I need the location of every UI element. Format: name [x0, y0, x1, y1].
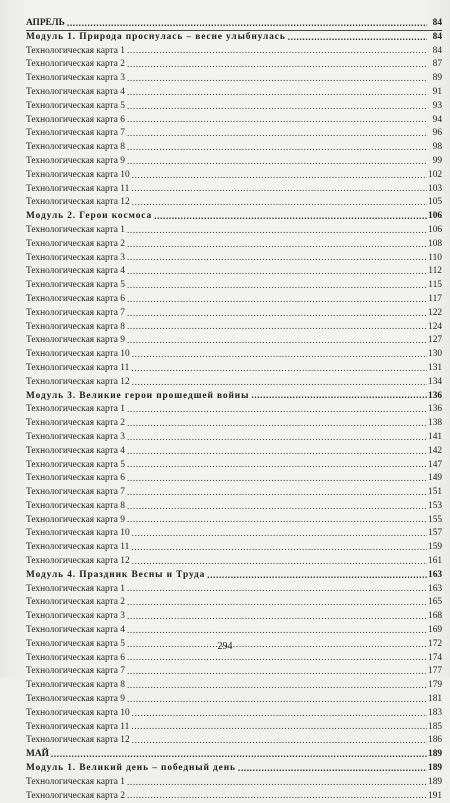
toc-entry-page: 191 — [428, 790, 443, 801]
dot-leader — [67, 18, 427, 31]
toc-entry — [26, 100, 442, 114]
toc-entry — [26, 721, 442, 735]
dot-leader — [127, 101, 427, 114]
toc-entry-title: Модуль 3. Великие герои прошедшей войны — [26, 390, 250, 401]
dot-leader — [132, 349, 427, 362]
toc-entry-title: Технологическая карта 8 — [26, 680, 125, 691]
dot-leader — [127, 156, 427, 169]
toc-entry-title: Технологическая карта 7 — [26, 487, 125, 498]
toc-entry — [26, 45, 442, 59]
toc-entry — [26, 293, 442, 307]
toc-entry — [26, 58, 442, 72]
toc-entry-title: Модуль 4. Праздник Весны и Труда — [26, 569, 206, 580]
toc-entry-page: 174 — [428, 652, 443, 663]
toc-entry-page: 183 — [428, 707, 443, 718]
dot-leader — [288, 32, 427, 45]
toc-entry-title: Технологическая карта 9 — [26, 514, 125, 525]
dot-leader — [127, 625, 427, 638]
toc-entry-title: Технологическая карта 11 — [26, 721, 130, 732]
toc-entry — [26, 321, 442, 335]
dot-leader — [127, 252, 427, 265]
toc-entry-title: Технологическая карта 1 — [26, 776, 125, 787]
dot-leader — [132, 708, 427, 721]
toc-entry — [26, 500, 442, 514]
toc-entry-page: 106 — [428, 224, 443, 235]
toc-entry-title: Технологическая карта 9 — [26, 155, 125, 166]
toc-entry-title: Технологическая карта 12 — [26, 556, 130, 567]
toc-entry-page: 98 — [432, 142, 442, 153]
toc-entry-title: Технологическая карта 2 — [26, 597, 125, 608]
dot-leader — [127, 666, 427, 679]
dot-leader — [127, 142, 427, 155]
toc-entry — [26, 596, 442, 610]
toc-entry-title: Технологическая карта 2 — [26, 238, 125, 249]
dot-leader — [127, 239, 427, 252]
toc-entry — [26, 334, 442, 348]
toc-entry-page: 84 — [432, 31, 442, 42]
toc-entry-title: Технологическая карта 5 — [26, 638, 125, 649]
toc-entry-page: 153 — [428, 500, 443, 511]
toc-entry-page: 91 — [432, 86, 442, 97]
toc-entry-title: Технологическая карта 6 — [26, 473, 125, 484]
dot-leader — [127, 583, 427, 596]
toc-entry-title: Технологическая карта 1 — [26, 404, 125, 415]
toc-module-heading — [26, 210, 442, 224]
dot-leader — [127, 335, 427, 348]
dot-leader — [131, 721, 427, 734]
toc-entry-page: 177 — [428, 666, 443, 677]
toc-entry — [26, 169, 442, 183]
toc-entry-title: Технологическая карта 5 — [26, 100, 125, 111]
toc-entry-page: 122 — [428, 307, 443, 318]
dot-leader — [127, 114, 427, 127]
toc-entry-title: Технологическая карта 11 — [26, 183, 130, 194]
toc-module-heading — [26, 31, 442, 45]
dot-leader — [132, 556, 427, 569]
toc-entry — [26, 72, 442, 86]
dot-leader — [132, 170, 427, 183]
toc-entry-title: Технологическая карта 12 — [26, 197, 130, 208]
toc-entry — [26, 417, 442, 431]
toc-entry-title: Технологическая карта 1 — [26, 583, 125, 594]
dot-leader — [127, 446, 427, 459]
dot-leader — [127, 87, 427, 100]
toc-entry-title: Технологическая карта 2 — [26, 418, 125, 429]
toc-entry — [26, 776, 442, 790]
toc-entry — [26, 790, 442, 803]
toc-entry — [26, 376, 442, 390]
toc-entry-title: Модуль 1. Природа проснулась – весне улыбнулась — [26, 31, 286, 42]
toc-entry-page: 84 — [432, 18, 442, 28]
toc-entry-page: 103 — [428, 183, 443, 194]
toc-entry — [26, 431, 442, 445]
toc-entry-title: Технологическая карта 5 — [26, 459, 125, 470]
toc-entry-title: АПРЕЛЬ — [26, 18, 65, 28]
toc-entry-title: Технологическая карта 4 — [26, 625, 125, 636]
toc-entry-page: 117 — [428, 293, 442, 304]
toc-entry-title: Технологическая карта 6 — [26, 114, 125, 125]
toc-entry — [26, 472, 442, 486]
toc-entry — [26, 86, 442, 100]
toc-entry-page: 147 — [428, 459, 443, 470]
toc-entry-page: 163 — [428, 583, 443, 594]
toc-entry — [26, 183, 442, 197]
toc-entry — [26, 238, 442, 252]
toc-entry — [26, 679, 442, 693]
toc-entry-title: Технологическая карта 3 — [26, 252, 125, 263]
toc-entry-page: 93 — [432, 100, 442, 111]
dot-leader — [251, 390, 427, 403]
toc-entry-title: Технологическая карта 1 — [26, 45, 125, 56]
toc-entry-page: 186 — [428, 735, 443, 746]
dot-leader — [131, 363, 427, 376]
toc-entry-title: Технологическая карта 10 — [26, 528, 130, 539]
header-rule — [26, 30, 442, 31]
toc-entry-page: 142 — [428, 445, 443, 456]
page-number: 294 — [217, 641, 233, 652]
toc-month-heading — [26, 17, 442, 31]
toc-entry-title: Технологическая карта 12 — [26, 376, 130, 387]
toc-entry-page: 112 — [428, 266, 442, 277]
toc-entry-title: Модуль 1. Великий день – победный день — [26, 763, 236, 774]
toc-entry-page: 161 — [428, 556, 443, 567]
toc-entry-title: Технологическая карта 7 — [26, 666, 125, 677]
toc-entry-page: 89 — [432, 73, 442, 84]
toc-entry-title: Технологическая карта 8 — [26, 142, 125, 153]
dot-leader — [207, 570, 427, 583]
dot-leader — [238, 763, 427, 776]
dot-leader — [51, 749, 427, 762]
toc-entry-page: 136 — [428, 390, 443, 401]
toc-entry-title: Технологическая карта 3 — [26, 73, 125, 84]
toc-entry-title: Технологическая карта 9 — [26, 335, 125, 346]
dot-leader — [127, 652, 427, 665]
toc-entry-page: 189 — [428, 763, 443, 774]
dot-leader — [127, 280, 427, 293]
toc-entry-title: Технологическая карта 8 — [26, 321, 125, 332]
dot-leader — [127, 308, 427, 321]
toc-entry — [26, 279, 442, 293]
toc-entry-title: Технологическая карта 1 — [26, 224, 125, 235]
toc-entry — [26, 362, 442, 376]
toc-entry — [26, 348, 442, 362]
toc-entry-page: 134 — [428, 376, 443, 387]
toc-entry-page: 151 — [428, 487, 443, 498]
toc-entry — [26, 583, 442, 597]
toc-entry — [26, 486, 442, 500]
dot-leader — [132, 735, 427, 748]
dot-leader — [127, 777, 427, 790]
toc-entry-title: Технологическая карта 8 — [26, 500, 125, 511]
dot-leader — [127, 225, 427, 238]
dot-leader — [127, 597, 427, 610]
toc-entry-title: Технологическая карта 5 — [26, 280, 125, 291]
dot-leader — [127, 514, 427, 527]
dot-leader — [127, 487, 427, 500]
toc-entry-page: 155 — [428, 514, 443, 525]
dot-leader — [127, 418, 427, 431]
toc-entry-page: 169 — [428, 625, 443, 636]
dot-leader — [127, 680, 427, 693]
toc-entry-title: Модуль 2. Герои космоса — [26, 211, 153, 222]
toc-entry-title: Технологическая карта 6 — [26, 293, 125, 304]
toc-entry-title: Технологическая карта 4 — [26, 445, 125, 456]
toc-entry-title: Технологическая карта 4 — [26, 86, 125, 97]
toc-entry-page: 106 — [428, 211, 443, 222]
toc-entry-title: Технологическая карта 2 — [26, 790, 125, 801]
toc-entry-title: МАЙ — [26, 749, 49, 760]
dot-leader — [127, 294, 427, 307]
toc-entry — [26, 707, 442, 721]
toc-entry — [26, 403, 442, 417]
toc-entry — [26, 527, 442, 541]
toc-entry-title: Технологическая карта 7 — [26, 307, 125, 318]
dot-leader — [127, 45, 427, 58]
dot-leader — [131, 183, 427, 196]
toc-entry-page: 130 — [428, 349, 443, 360]
toc-entry — [26, 114, 442, 128]
dot-leader — [127, 266, 427, 279]
toc-entry-page: 189 — [428, 749, 443, 760]
toc-entry — [26, 610, 442, 624]
toc-entry-page: 124 — [428, 321, 443, 332]
toc-month-heading — [26, 748, 442, 762]
toc-entry — [26, 665, 442, 679]
toc-entry-page: 165 — [428, 597, 443, 608]
toc-entry-title: Технологическая карта 4 — [26, 266, 125, 277]
toc-entry-page: 179 — [428, 680, 443, 691]
toc-entry-page: 163 — [428, 569, 443, 580]
toc-entry — [26, 555, 442, 569]
toc-entry-page: 87 — [432, 59, 442, 70]
toc-entry — [26, 734, 442, 748]
toc-entry — [26, 224, 442, 238]
toc-entry — [26, 652, 442, 666]
toc-entry-title: Технологическая карта 12 — [26, 735, 130, 746]
toc-entry-title: Технологическая карта 9 — [26, 694, 125, 705]
toc-entry-page: 84 — [432, 45, 442, 56]
toc-entry-title: Технологическая карта 6 — [26, 652, 125, 663]
toc-entry-page: 185 — [428, 721, 443, 732]
toc-entry-page: 138 — [428, 418, 443, 429]
toc-entry — [26, 445, 442, 459]
dot-leader — [127, 694, 427, 707]
dot-leader — [127, 128, 427, 141]
toc-entry-page: 159 — [428, 542, 443, 553]
toc-entry — [26, 141, 442, 155]
dot-leader — [154, 211, 427, 224]
toc-entry-page: 102 — [428, 169, 443, 180]
toc-entry-page: 141 — [428, 431, 443, 442]
toc-entry — [26, 693, 442, 707]
toc-entry-title: Технологическая карта 11 — [26, 542, 130, 553]
dot-leader — [127, 432, 427, 445]
toc-entry-page: 189 — [428, 776, 443, 787]
toc-entry-page: 181 — [428, 694, 443, 705]
toc-entry — [26, 196, 442, 210]
toc-entry — [26, 514, 442, 528]
toc-entry — [26, 155, 442, 169]
toc-entry — [26, 624, 442, 638]
toc-entry-page: 110 — [428, 252, 442, 263]
toc-entry-title: Технологическая карта 7 — [26, 128, 125, 139]
dot-leader — [132, 377, 427, 390]
toc-entry-page: 172 — [428, 638, 443, 649]
dot-leader — [127, 59, 427, 72]
toc-entry-page: 131 — [428, 362, 443, 373]
toc-entry-title: Технологическая карта 11 — [26, 362, 130, 373]
toc-entry-page: 94 — [432, 114, 442, 125]
toc-entry-title: Технологическая карта 10 — [26, 349, 130, 360]
toc-entry — [26, 252, 442, 266]
toc-entry-title: Технологическая карта 10 — [26, 707, 130, 718]
dot-leader — [127, 611, 427, 624]
table-of-contents — [26, 17, 442, 803]
toc-entry-page: 149 — [428, 473, 443, 484]
dot-leader — [127, 73, 427, 86]
toc-entry-page: 168 — [428, 611, 443, 622]
toc-entry-page: 157 — [428, 528, 443, 539]
toc-entry-title: Технологическая карта 10 — [26, 169, 130, 180]
toc-entry — [26, 541, 442, 555]
toc-entry-page: 96 — [432, 128, 442, 139]
toc-entry-page: 108 — [428, 238, 443, 249]
toc-entry-page: 105 — [428, 197, 443, 208]
toc-entry-title: Технологическая карта 3 — [26, 611, 125, 622]
toc-module-heading — [26, 569, 442, 583]
toc-entry — [26, 127, 442, 141]
dot-leader — [132, 197, 427, 210]
dot-leader — [131, 542, 427, 555]
dot-leader — [127, 473, 427, 486]
toc-entry-page: 136 — [428, 404, 443, 415]
dot-leader — [127, 459, 427, 472]
toc-entry — [26, 265, 442, 279]
toc-entry — [26, 459, 442, 473]
dot-leader — [127, 404, 427, 417]
toc-entry-page: 115 — [428, 280, 442, 291]
toc-entry — [26, 307, 442, 321]
toc-entry-page: 99 — [432, 155, 442, 166]
toc-entry-title: Технологическая карта 2 — [26, 59, 125, 70]
toc-entry-title: Технологическая карта 3 — [26, 431, 125, 442]
dot-leader — [132, 528, 427, 541]
dot-leader — [127, 321, 427, 334]
toc-module-heading — [26, 762, 442, 776]
dot-leader — [127, 790, 427, 803]
toc-entry-page: 127 — [428, 335, 443, 346]
dot-leader — [127, 501, 427, 514]
toc-module-heading — [26, 390, 442, 404]
